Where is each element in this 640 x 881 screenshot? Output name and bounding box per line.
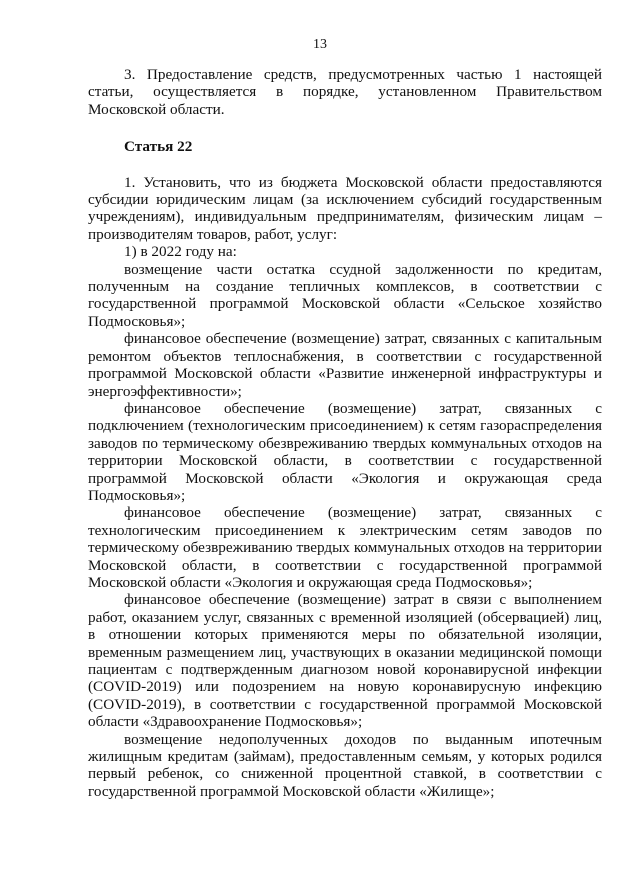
paragraph: 1. Установить, что из бюджета Московской области предоставляются субсидии юридическим лицам (за исключением субсидий государственным учреждениям), индивидуальным предпринимателям, физическим лицам – производителям товаров, работ, услуг:	[88, 173, 602, 243]
paragraph: финансовое обеспечение (возмещение) затрат, связанных с технологическим присоединением к электрическим сетям заводов по термическому обезвреживанию твердых коммунальных отходов на территории Московской области, в соответствии с государственной программой Московской области «Экология и окружающая среда Подмосковья»;	[88, 504, 602, 591]
paragraph: финансовое обеспечение (возмещение) затрат в связи с выполнением работ, оказанием услуг, связанных с временной изоляцией (обсервацией) лиц, в отношении которых применяются меры по обязательной изоляции, временным размещением лиц, участвующих в оказании медицинской помощи пациентам с подтвержденным диагнозом новой коронавирусной инфекции (COVID-2019) или подозрением на новую коронавирусную инфекцию (COVID-2019), в соответствии с государственной программой Московской области «Здравоохранение Подмосковья»;	[88, 591, 602, 731]
paragraph: 1) в 2022 году на:	[124, 243, 237, 261]
paragraph: финансовое обеспечение (возмещение) затрат, связанных с подключением (технологическим присоединением) к сетям газораспределения заводов по термическому обезвреживанию твердых коммунальных отходов на территории Московской области, в соответствии с государственной программой Московской области «Экология и окружающая среда Подмосковья»;	[88, 399, 602, 504]
paragraph: финансовое обеспечение (возмещение) затрат, связанных с капитальным ремонтом объектов теплоснабжения, в соответствии с государственной программой Московской области «Развитие инженерной инфраструктуры и энергоэффективности»;	[88, 330, 602, 400]
paragraph: 3. Предоставление средств, предусмотренных частью 1 настоящей статьи, осуществляется в порядке, установленном Правительством Московской области.	[88, 66, 602, 118]
paragraph: возмещение части остатка ссудной задолженности по кредитам, полученным на создание тепличных комплексов, в соответствии с государственной программой Московской области «Сельское хозяйство Подмосковья»;	[88, 260, 602, 330]
document-body	[88, 66, 602, 800]
article-heading: Статья 22	[124, 138, 193, 156]
page-number: 13	[313, 37, 327, 52]
paragraph: возмещение недополученных доходов по выданным ипотечным жилищным кредитам (займам), предоставленным семьям, у которых родился первый ребенок, со сниженной процентной ставкой, в соответствии с государственной программой Московской области «Жилище»;	[88, 730, 602, 800]
